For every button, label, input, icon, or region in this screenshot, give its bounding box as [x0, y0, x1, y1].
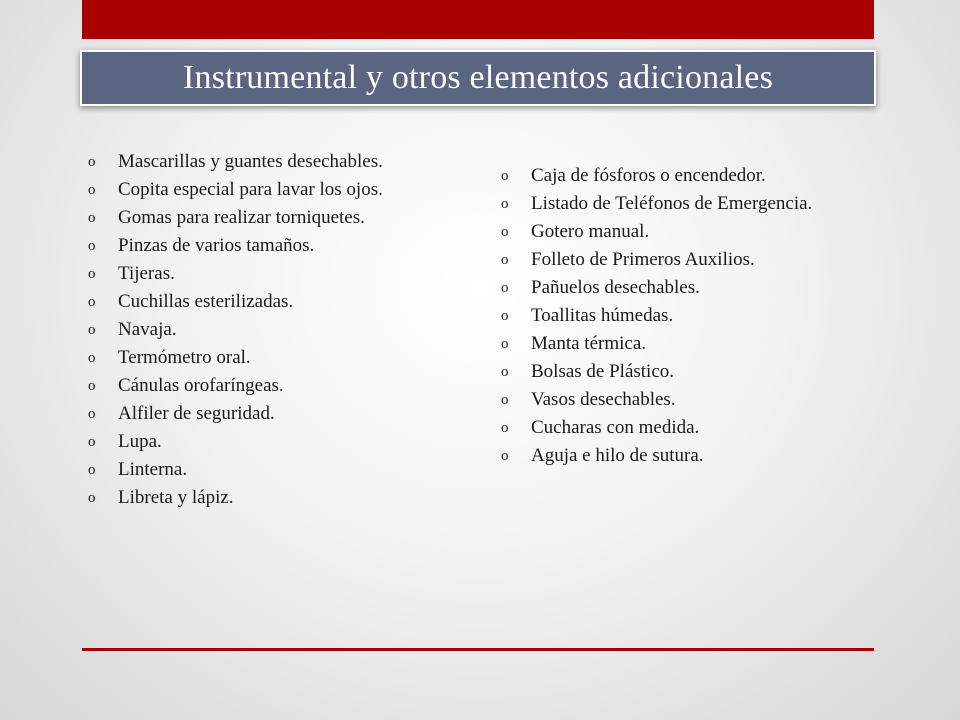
circle-bullet-icon: o — [88, 378, 96, 394]
circle-bullet-icon: o — [501, 420, 509, 436]
circle-bullet-icon: o — [88, 182, 96, 198]
circle-bullet-icon: o — [88, 350, 96, 366]
list-item: o Listado de Teléfonos de Emergencia. — [501, 190, 868, 218]
circle-bullet-icon: o — [88, 434, 96, 450]
list-item: o Copita especial para lavar los ojos. — [88, 176, 468, 204]
circle-bullet-icon: o — [88, 266, 96, 282]
right-item-list — [501, 162, 868, 470]
circle-bullet-icon: o — [501, 196, 509, 212]
circle-bullet-icon: o — [88, 210, 96, 226]
list-item: o Libreta y lápiz. — [88, 484, 468, 512]
list-item: o Gotero manual. — [501, 218, 868, 246]
list-item: o Mascarillas y guantes desechables. — [88, 148, 468, 176]
list-item: o Cuchillas esterilizadas. — [88, 288, 468, 316]
list-item: o Cucharas con medida. — [501, 414, 868, 442]
list-item: o Cánulas orofaríngeas. — [88, 372, 468, 400]
list-item: o Linterna. — [88, 456, 468, 484]
list-item: o Vasos desechables. — [501, 386, 868, 414]
list-item: o Tijeras. — [88, 260, 468, 288]
list-item: o Navaja. — [88, 316, 468, 344]
circle-bullet-icon: o — [88, 406, 96, 422]
circle-bullet-icon: o — [501, 280, 509, 296]
circle-bullet-icon: o — [88, 238, 96, 254]
left-item-list — [88, 148, 468, 512]
list-item: o Manta térmica. — [501, 330, 868, 358]
circle-bullet-icon: o — [88, 490, 96, 506]
circle-bullet-icon: o — [88, 322, 96, 338]
circle-bullet-icon: o — [501, 448, 509, 464]
circle-bullet-icon: o — [88, 462, 96, 478]
circle-bullet-icon: o — [501, 308, 509, 324]
circle-bullet-icon: o — [501, 224, 509, 240]
list-item: o Pañuelos desechables. — [501, 274, 868, 302]
list-item: o Pinzas de varios tamaños. — [88, 232, 468, 260]
list-item: o Aguja e hilo de sutura. — [501, 442, 868, 470]
bottom-accent-line — [82, 648, 874, 651]
title-banner — [80, 50, 876, 106]
circle-bullet-icon: o — [501, 252, 509, 268]
list-item: o Folleto de Primeros Auxilios. — [501, 246, 868, 274]
circle-bullet-icon: o — [501, 336, 509, 352]
top-accent-bar — [82, 0, 874, 39]
list-item: o Bolsas de Plástico. — [501, 358, 868, 386]
list-item: o Lupa. — [88, 428, 468, 456]
circle-bullet-icon: o — [88, 154, 96, 170]
list-item: o Toallitas húmedas. — [501, 302, 868, 330]
list-item: o Caja de fósforos o encendedor. — [501, 162, 868, 190]
list-item: o Termómetro oral. — [88, 344, 468, 372]
list-item: o Alfiler de seguridad. — [88, 400, 468, 428]
circle-bullet-icon: o — [501, 168, 509, 184]
list-item: o Gomas para realizar torniquetes. — [88, 204, 468, 232]
slide-title: Instrumental y otros elementos adicionales — [182, 59, 774, 96]
circle-bullet-icon: o — [501, 364, 509, 380]
circle-bullet-icon: o — [501, 392, 509, 408]
circle-bullet-icon: o — [88, 294, 96, 310]
